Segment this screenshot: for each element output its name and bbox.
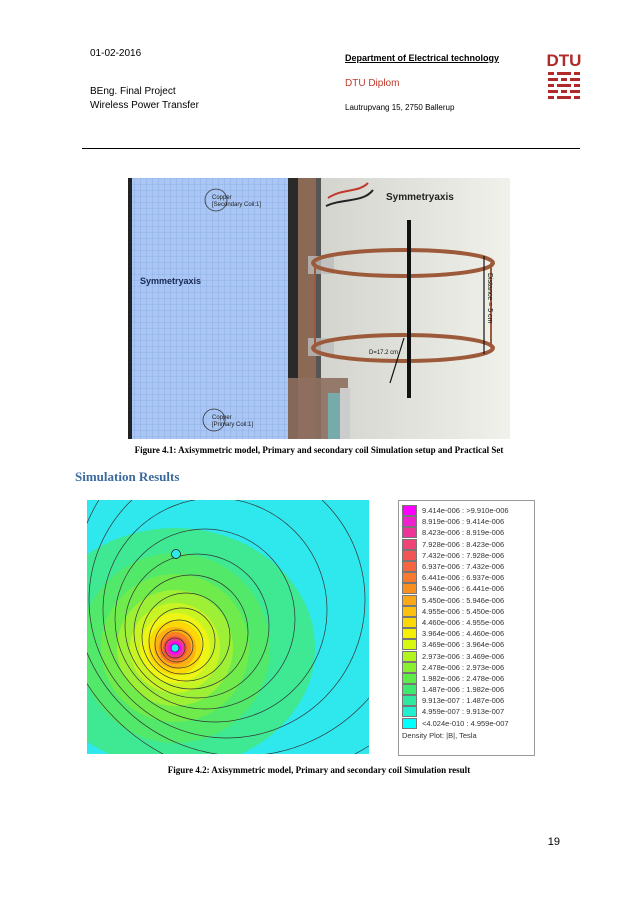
header-rule (82, 148, 580, 149)
header-department: Department of Electrical technology (345, 53, 500, 63)
legend-swatch (402, 706, 417, 717)
legend-item (402, 606, 534, 617)
legend-label: <4.024e-010 : 4.959e-007 (422, 718, 509, 728)
header-project: BEng. Final Project (90, 86, 176, 97)
legend-swatch (402, 539, 417, 550)
legend-label: 8.919e-006 : 9.414e-006 (422, 517, 505, 527)
secondary-coil-cross-section (172, 550, 181, 559)
legend-label: 4.959e-007 : 9.913e-007 (422, 707, 505, 717)
legend-swatch (402, 550, 417, 561)
legend-swatch (402, 651, 417, 662)
legend-label: 3.469e-006 : 3.964e-006 (422, 640, 505, 650)
legend-swatch (402, 527, 417, 538)
legend-label: 1.487e-006 : 1.982e-006 (422, 685, 505, 695)
figure-setup (128, 178, 510, 439)
legend-label: 2.973e-006 : 3.469e-006 (422, 651, 505, 661)
legend-title: Density Plot: |B|, Tesla (402, 730, 477, 740)
legend-label: 2.478e-006 : 2.973e-006 (422, 662, 505, 672)
legend-label: 4.955e-006 : 5.450e-006 (422, 606, 505, 616)
legend-item (402, 695, 534, 706)
legend-label: 9.414e-006 : >9.910e-006 (422, 506, 509, 516)
legend-label: 6.441e-006 : 6.937e-006 (422, 573, 505, 583)
simulation-grid (128, 178, 288, 439)
section-title: Simulation Results (75, 469, 180, 484)
legend-item (402, 662, 534, 673)
legend-swatch (402, 628, 417, 639)
field-plot (87, 500, 369, 754)
primary-coil-cross-section (171, 644, 179, 652)
photo-axis-label: Symmetryaxis (386, 192, 454, 203)
header-topic: Wireless Power Transfer (90, 100, 199, 111)
legend-swatch (402, 583, 417, 594)
photo-distance-label: Distance = 5 cm (486, 273, 493, 324)
legend-swatch (402, 695, 417, 706)
symmetry-axis-line (128, 178, 132, 439)
legend-swatch (402, 606, 417, 617)
legend-label: 6.937e-006 : 7.432e-006 (422, 562, 505, 572)
legend-item (402, 617, 534, 628)
legend-label: 8.423e-006 : 8.919e-006 (422, 528, 505, 538)
legend-item (402, 561, 534, 572)
sim-primary-label-2: [Primary Coil:1] (212, 422, 254, 428)
legend-label: 7.928e-006 : 8.423e-006 (422, 539, 505, 549)
figure2-caption: Figure 4.2: Axisymmetric model, Primary and secondary coil Simulation result (167, 765, 471, 775)
figure1-caption: Figure 4.1: Axisymmetric model, Primary and secondary coil Simulation setup and Practical Set (134, 445, 504, 455)
legend-item (402, 628, 534, 639)
legend-swatch (402, 662, 417, 673)
sim-primary-label-1: Copper (212, 415, 232, 421)
legend-swatch (402, 505, 417, 516)
legend-item (402, 583, 534, 594)
legend-label: 5.450e-006 : 5.946e-006 (422, 595, 505, 605)
header-address: Lautrupvang 15, 2750 Ballerup (345, 103, 455, 112)
legend-swatch (402, 639, 417, 650)
page-number: 19 (547, 836, 560, 848)
dtu-logo-text: DTU (546, 51, 582, 70)
legend-swatch (402, 595, 417, 606)
legend-swatch (402, 561, 417, 572)
legend-item (402, 539, 534, 550)
legend-label: 1.982e-006 : 2.478e-006 (422, 673, 505, 683)
photo-axis-bar (407, 220, 411, 398)
legend-panel (398, 500, 535, 756)
legend-item (402, 706, 534, 717)
legend-item (402, 684, 534, 695)
sim-secondary-label-1: Copper (212, 195, 232, 201)
legend-item (402, 550, 534, 561)
header-program: DTU Diplom (345, 78, 400, 89)
legend-label: 5.946e-006 : 6.441e-006 (422, 584, 505, 594)
legend-label: 4.460e-006 : 4.955e-006 (422, 617, 505, 627)
legend-swatch (402, 684, 417, 695)
legend-item (402, 650, 534, 661)
legend-item (402, 639, 534, 650)
legend-item (402, 718, 534, 729)
sim-secondary-label-2: [Secondary Coil:1] (212, 202, 262, 208)
legend-swatch (402, 718, 417, 729)
legend-swatch (402, 572, 417, 583)
legend-item (402, 572, 534, 583)
legend-label: 3.964e-006 : 4.460e-006 (422, 629, 505, 639)
photo-diameter-label: D=17.2 cm (369, 350, 399, 356)
legend-item (402, 595, 534, 606)
legend-label: 7.432e-006 : 7.928e-006 (422, 550, 505, 560)
legend-item (402, 673, 534, 684)
sim-axis-label: Symmetryaxis (140, 276, 202, 286)
dtu-logo (544, 48, 584, 104)
legend-swatch (402, 673, 417, 684)
legend-label: 9.913e-007 : 1.487e-006 (422, 696, 505, 706)
legend-item (402, 516, 534, 527)
header-date: 01-02-2016 (90, 48, 142, 59)
legend-swatch (402, 516, 417, 527)
legend-item (402, 505, 534, 516)
legend-swatch (402, 617, 417, 628)
legend-item (402, 527, 534, 538)
